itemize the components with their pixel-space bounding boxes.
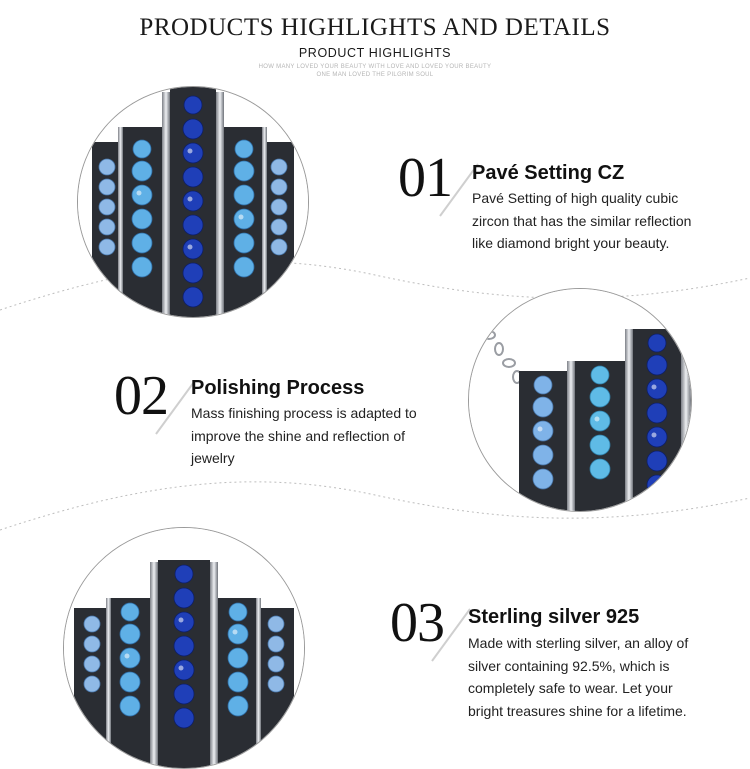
feature-2-number: 02 bbox=[114, 365, 168, 427]
feature-1-line-2: zircon that has the similar reflection bbox=[472, 212, 692, 229]
feature-3-description bbox=[468, 632, 688, 722]
page-title: PRODUCTS HIGHLIGHTS AND DETAILS bbox=[139, 14, 611, 41]
product-photo-pave-setting bbox=[77, 86, 309, 318]
product-photo-polishing bbox=[468, 288, 692, 512]
feature-1-line-3: like diamond bright your beauty. bbox=[472, 235, 670, 251]
feature-2-line-3: jewelry bbox=[191, 450, 235, 466]
feature-3-line-3: completely safe to wear. Let your bbox=[468, 680, 673, 696]
feature-3-title: Sterling silver 925 bbox=[468, 606, 640, 628]
feature-1-line-1: Pavé Setting of high quality cubic bbox=[472, 190, 679, 206]
feature-2-description bbox=[191, 402, 417, 470]
charm-closeup-image bbox=[78, 87, 308, 317]
tagline-line-1: HOW MANY LOVED YOUR BEAUTY WITH LOVE AND LOVED YOUR BEAUTY bbox=[258, 64, 492, 70]
feature-2-line-1: Mass finishing process is adapted to bbox=[191, 405, 417, 421]
charm-with-chain-image bbox=[469, 289, 691, 511]
feature-2-line-2: improve the shine and reflection of bbox=[191, 427, 406, 444]
feature-2-title: Polishing Process bbox=[191, 377, 365, 399]
feature-1-title: Pavé Setting CZ bbox=[472, 162, 625, 184]
section-subtitle: PRODUCT HIGHLIGHTS bbox=[298, 46, 452, 60]
feature-3-line-2: silver containing 92.5%, which is bbox=[468, 657, 670, 674]
tagline-line-2: ONE MAN LOVED THE PILGRIM SOUL bbox=[316, 72, 434, 78]
feature-3-number: 03 bbox=[390, 592, 444, 654]
charm-closeup-image bbox=[64, 528, 304, 768]
feature-1-number: 01 bbox=[398, 147, 452, 209]
feature-3-line-4: bright treasures shine for a lifetime. bbox=[468, 702, 687, 719]
feature-3-line-1: Made with sterling silver, an alloy of bbox=[468, 635, 689, 651]
feature-1-description bbox=[472, 187, 691, 255]
product-photo-sterling-silver bbox=[63, 527, 305, 769]
